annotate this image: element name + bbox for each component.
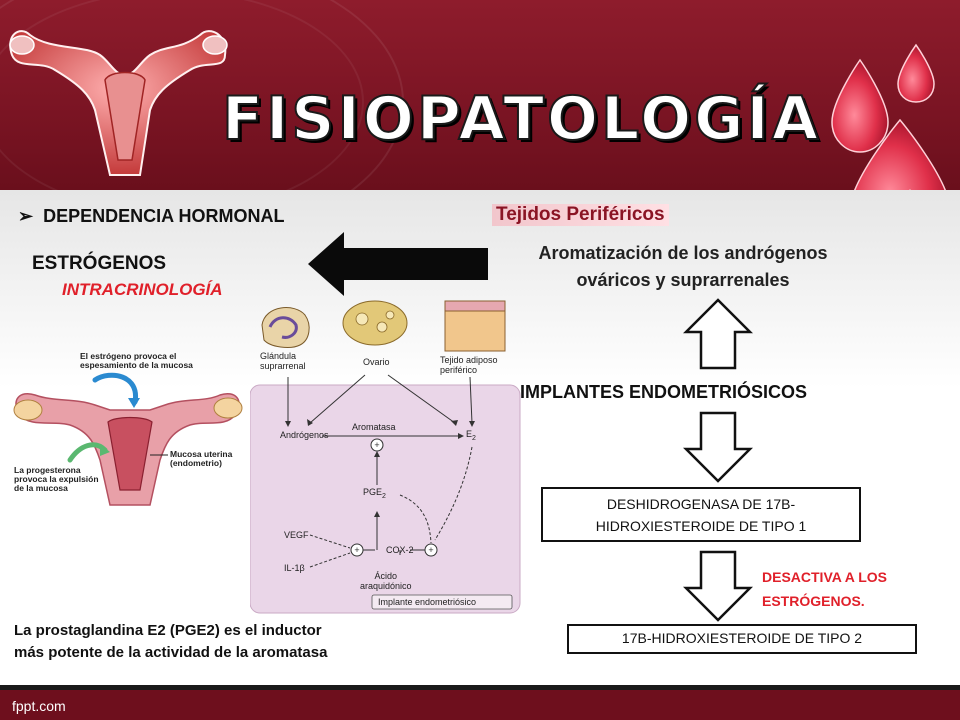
dlabel-line: Ácido xyxy=(374,571,398,581)
footer-bar xyxy=(0,685,960,720)
pge2-sub: 2 xyxy=(382,492,386,500)
aromatizacion-text xyxy=(478,240,888,294)
dlabel-line: Glándula xyxy=(260,351,297,361)
hollow-down-arrow-icon xyxy=(683,550,753,622)
page-title: FISIOPATOLOGÍA xyxy=(222,84,822,154)
desactiva-line: ESTRÓGENOS. xyxy=(762,593,865,609)
aromatizacion-line: Aromatización de los andrógenos xyxy=(538,243,828,263)
uterus-label-line: El estrógeno provoca el xyxy=(80,351,177,361)
uterus-label-line: espesamiento de la mucosa xyxy=(80,360,193,370)
deshidrogenasa-box xyxy=(541,487,861,542)
uterus-label-line: de la mucosa xyxy=(14,483,68,493)
il1-label: IL-1β xyxy=(284,563,305,573)
bullet-dependencia xyxy=(18,206,284,227)
uterus-label-left xyxy=(14,466,99,493)
uterus-label-line: (endometrio) xyxy=(170,458,222,468)
dlabel-line: araquidónico xyxy=(360,581,412,591)
bullet-text: DEPENDENCIA HORMONAL xyxy=(43,206,285,226)
intracrinologia-label: INTRACRINOLOGÍA xyxy=(62,280,223,299)
uterus-label-top xyxy=(80,352,193,370)
hollow-up-arrow-icon xyxy=(683,298,753,370)
tejido-label xyxy=(440,355,498,375)
footer-link[interactable]: fppt.com xyxy=(12,698,66,714)
svg-text:+: + xyxy=(374,440,380,450)
bullet-arrow-icon: ➢ xyxy=(18,206,34,226)
estrogenos-label: ESTRÓGENOS xyxy=(32,253,167,274)
dlabel-line: periférico xyxy=(440,365,478,375)
uterus-illustration xyxy=(0,340,250,520)
desactiva-line: DESACTIVA A LOS xyxy=(762,569,887,585)
uterus-label-line: La progesterona xyxy=(14,465,81,475)
uterus-label-right xyxy=(170,450,232,468)
vegf-label: VEGF xyxy=(284,530,309,540)
uterus-label-line: Mucosa uterina xyxy=(170,449,233,459)
prostaglandina-text xyxy=(14,620,464,664)
hollow-down-arrow-icon xyxy=(683,411,753,483)
androgenos-label: Andrógenos xyxy=(280,430,329,440)
aromatizacion-line: ováricos y suprarrenales xyxy=(576,270,790,290)
left-arrow-icon xyxy=(308,232,488,296)
tejidos-perifericos-label: Tejidos Periféricos xyxy=(492,204,669,226)
uterus-label-line: provoca la expulsión xyxy=(14,474,99,484)
glandula-label xyxy=(260,351,306,371)
prosta-line: La prostaglandina E2 (PGE2) es el inductor xyxy=(14,622,322,639)
prosta-line: más potente de la actividad de la aromatasa xyxy=(14,644,328,661)
ovario-label: Ovario xyxy=(363,357,390,367)
cox2-label: COX-2 xyxy=(386,545,414,555)
blood-drop-icon xyxy=(820,40,960,190)
aromatasa-label: Aromatasa xyxy=(352,422,396,432)
svg-text:+: + xyxy=(428,545,434,555)
e2-sub: 2 xyxy=(472,434,476,442)
implante-label: Implante endometriósico xyxy=(378,597,477,607)
acido-label xyxy=(360,571,412,591)
box-line: HIDROXIESTEROIDE DE TIPO 1 xyxy=(595,518,807,534)
implantes-label: IMPLANTES ENDOMETRIÓSICOS xyxy=(520,382,808,402)
pathway-diagram xyxy=(250,295,525,615)
desactiva-text xyxy=(762,565,922,613)
box-line: DESHIDROGENASA DE 17B- xyxy=(606,496,796,512)
e2-label xyxy=(466,429,476,444)
pge2-label xyxy=(363,487,386,502)
hidroxiesteroide-tipo2-box: 17B-HIDROXIESTEROIDE DE TIPO 2 xyxy=(567,624,917,654)
pge2-text: PGE xyxy=(363,487,383,497)
e2-text: E xyxy=(466,429,473,439)
uterus-icon xyxy=(0,0,230,190)
header-banner xyxy=(0,0,960,190)
dlabel-line: suprarrenal xyxy=(260,361,306,371)
svg-text:+: + xyxy=(354,545,360,555)
dlabel-line: Tejido adiposo xyxy=(440,355,498,365)
